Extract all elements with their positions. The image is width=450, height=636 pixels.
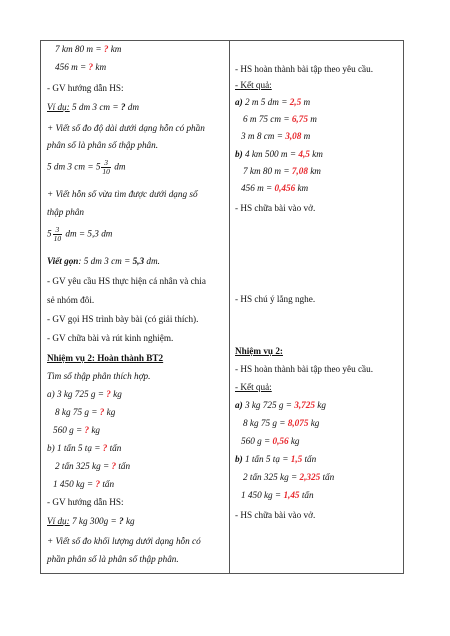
instruction-line: + Viết số đo khối lượng dưới dạng hỗn có (47, 536, 201, 546)
task-heading: Nhiệm vụ 2: (235, 346, 283, 356)
example-line: Ví dụ: 5 dm 3 cm = ? dm (47, 102, 139, 112)
task-heading: Nhiệm vụ 2: Hoàn thành BT2 (47, 353, 164, 363)
result-line: b) 4 km 500 m = 4,5 km (235, 149, 323, 159)
exercise-line: 7 km 80 m = ? km (55, 44, 122, 54)
activity-line: - HS chữa bài vào vở. (235, 510, 316, 520)
fraction: $\frac{3}{10}$ (102, 158, 110, 176)
instruction-line: + Viết hỗn số vừa tìm được dưới dạng số (47, 189, 198, 199)
result-label: - Kết quả: (235, 382, 272, 392)
example-line: Ví dụ: 7 kg 300g = ? kg (47, 516, 135, 526)
summary-line: Viết gọn: 5 dm 3 cm = 5,3 dm. (47, 256, 160, 266)
instruction-line: - GV hướng dẫn HS: (47, 83, 124, 93)
result-line: 7 km 80 m = 7,08 km (243, 166, 321, 176)
instruction-line: phần phân số là phân số thập phân. (47, 554, 179, 564)
instruction-line: phân số là phân số thập phân. (47, 140, 159, 150)
activity-line: - HS hoàn thành bài tập theo yêu cầu. (235, 64, 374, 74)
instruction-line: - GV hướng dẫn HS: (47, 497, 124, 507)
result-line: 3 m 8 cm = 3,08 m (241, 131, 311, 141)
activity-line: - HS chữa bài vào vở. (235, 203, 316, 213)
result-line: a) 3 kg 725 g = 3,725 kg (235, 400, 326, 410)
result-line: 1 450 kg = 1,45 tấn (241, 490, 314, 500)
exercise-line: 2 tấn 325 kg = ? tấn (55, 461, 131, 471)
instruction-line: thập phân (47, 207, 85, 217)
result-line: 8 kg 75 g = 8,075 kg (243, 418, 320, 428)
exercise-line: 456 m = ? km (55, 62, 107, 72)
exercise-line: 560 g = ? kg (53, 425, 101, 435)
lesson-table (40, 40, 404, 574)
column-divider (229, 41, 230, 573)
instruction-line: - GV yêu cầu HS thực hiện cá nhân và chia (47, 276, 206, 286)
result-line: 560 g = 0,56 kg (241, 436, 300, 446)
math-line: 5 $\frac{3}{10}$ dm = 5,3 dm (47, 225, 113, 243)
exercise-line: a) 3 kg 725 g = ? kg (47, 389, 122, 399)
activity-line: - HS chú ý lắng nghe. (235, 294, 316, 304)
instruction-line: - GV gọi HS trình bày bài (có giải thích). (47, 314, 199, 324)
result-line: 2 tấn 325 kg = 2,325 tấn (243, 472, 335, 482)
exercise-line: 1 450 kg = ? tấn (53, 479, 115, 489)
math-line: 5 dm 3 cm = 5 $\frac{3}{10}$ dm (47, 158, 126, 176)
instruction-line: - GV chữa bài và rút kinh nghiệm. (47, 333, 174, 343)
result-label: - Kết quả: (235, 80, 272, 90)
result-line: 6 m 75 cm = 6,75 m (243, 114, 317, 124)
task-prompt: Tìm số thập phân thích hợp. (47, 371, 151, 381)
exercise-line: 8 kg 75 g = ? kg (55, 407, 116, 417)
instruction-line: + Viết số đo độ dài dưới dạng hỗn có phần (47, 123, 205, 133)
result-line: a) 2 m 5 dm = 2,5 m (235, 97, 311, 107)
activity-line: - HS hoàn thành bài tập theo yêu cầu. (235, 364, 374, 374)
fraction: $\frac{3}{10}$ (53, 225, 62, 243)
instruction-line: sẻ nhóm đôi. (47, 295, 95, 305)
result-line: 456 m = 0,456 km (241, 183, 309, 193)
result-line: b) 1 tấn 5 tạ = 1,5 tấn (235, 454, 317, 464)
exercise-line: b) 1 tấn 5 tạ = ? tấn (47, 443, 122, 453)
